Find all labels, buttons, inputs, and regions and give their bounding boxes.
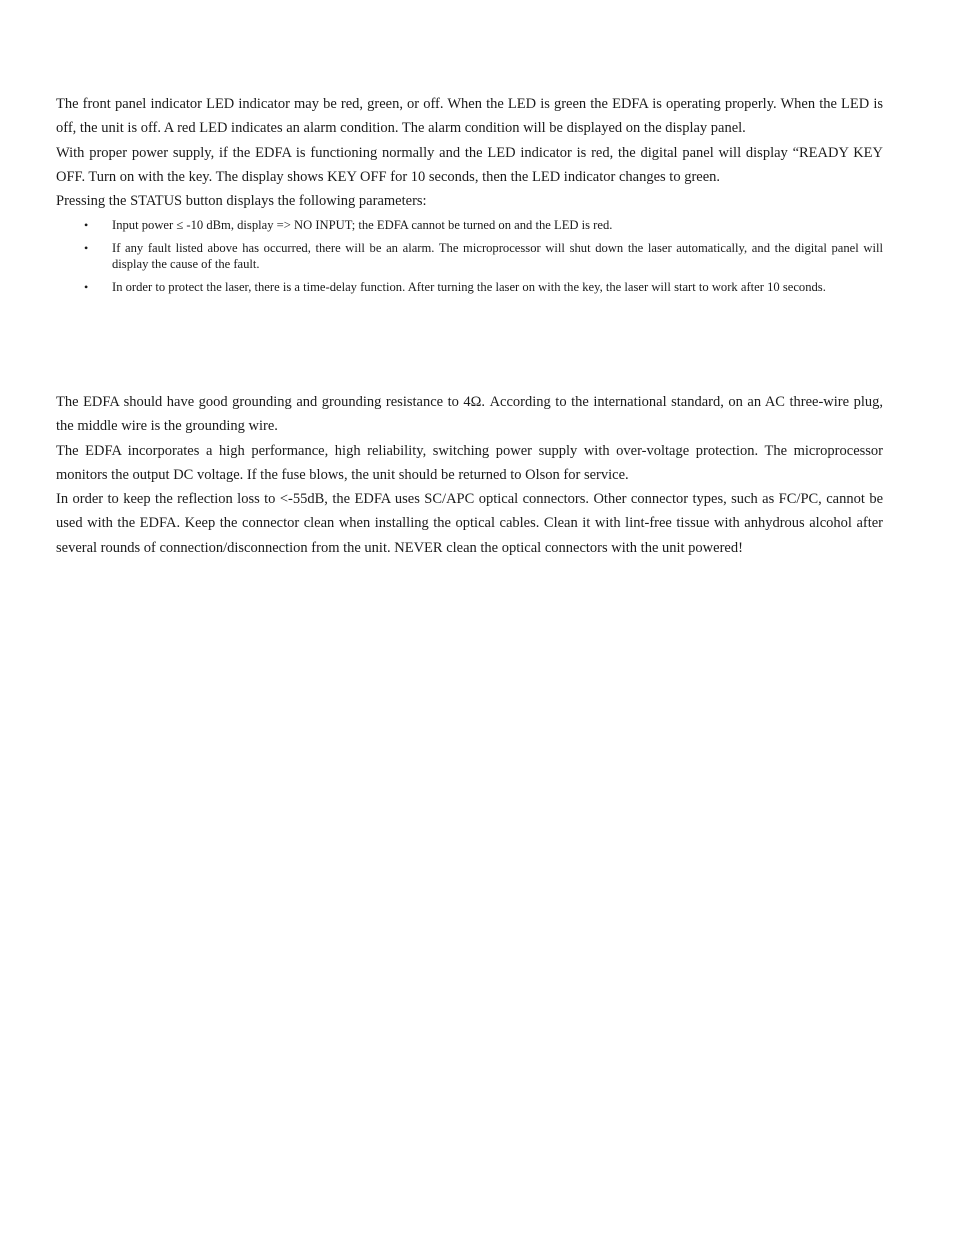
list-item	[56, 240, 883, 273]
power-supply-paragraph: With proper power supply, if the EDFA is functioning normally and the LED indicator is red, the digital panel will display “READY KEY OFF. Turn on with the key. The display shows KEY OFF for 10 seconds, then the LED indicator changes to green.	[56, 144, 883, 185]
optical-connector-paragraph: In order to keep the reflection loss to <-55dB, the EDFA uses SC/APC optical connectors. Other connector types, such as FC/PC, cannot be used with the EDFA. Keep the connector clean when installing the optical cables. Clean it with lint-free tissue with anhydrous alcohol after several rounds of connection/disconnection from the unit. NEVER clean the optical connectors with the unit powered!	[56, 491, 883, 556]
list-item	[56, 217, 883, 234]
status-button-paragraph: Pressing the STATUS button displays the following parameters:	[56, 193, 427, 210]
list-item	[56, 279, 883, 296]
grounding-paragraph: The EDFA should have good grounding and grounding resistance to 4Ω. According to the international standard, on an AC three-wire plug, the middle wire is the grounding wire.	[56, 394, 883, 435]
list-item-text: Input power ≤ -10 dBm, display => NO INPUT; the EDFA cannot be turned on and the LED is red.	[112, 218, 613, 233]
led-status-paragraph: The front panel indicator LED indicator may be red, green, or off. When the LED is green the EDFA is operating properly. When the LED is off, the unit is off. A red LED indicates an alarm condition. The alarm condition will be displayed on the display panel.	[56, 96, 883, 137]
list-item-text: In order to protect the laser, there is a time-delay function. After turning the laser on with the key, the laser will start to work after 10 seconds.	[112, 279, 826, 294]
power-supply-protection-paragraph: The EDFA incorporates a high performance, high reliability, switching power supply with over-voltage protection. The microprocessor monitors the output DC voltage. If the fuse blows, the unit should be returned to Olson for service.	[56, 442, 883, 483]
list-item-text: If any fault listed above has occurred, there will be an alarm. The microprocessor will shut down the laser automatically, and the digital panel will display the cause of the fault.	[112, 240, 883, 272]
bullet-icon: •	[84, 218, 89, 233]
power-and-connector-section	[56, 390, 883, 560]
bullet-icon: •	[84, 279, 89, 294]
led-indicator-section	[56, 92, 883, 301]
bullet-icon: •	[84, 240, 89, 255]
status-parameter-list	[56, 217, 883, 295]
